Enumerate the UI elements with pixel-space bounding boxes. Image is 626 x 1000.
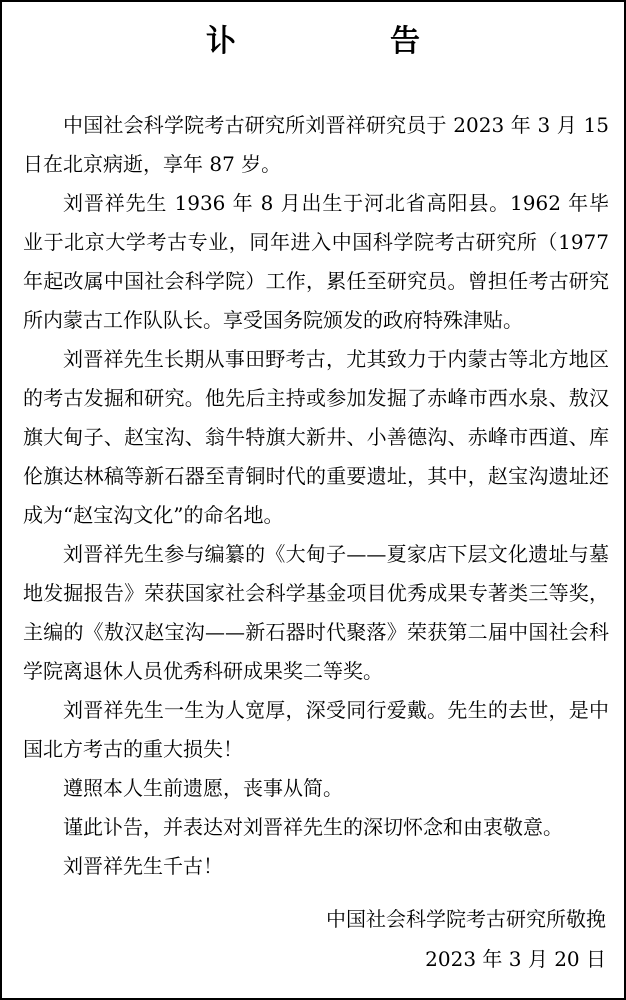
paragraph-publications: 刘晋祥先生参与编纂的《大甸子——夏家店下层文化遗址与墓地发掘报告》荣获国家社会科学基金项目优秀成果专著类三等奖，主编的《敖汉赵宝沟——新石器时代聚落》荣获第二届中国社会科学院离退休人员优秀科研成果奖二等奖。 xyxy=(23,542,609,683)
paragraph-death-announcement: 中国社会科学院考古研究所刘晋祥研究员于 2023 年 3 月 15 日在北京病逝，享年 87 岁。 xyxy=(23,113,609,176)
paragraph-farewell: 刘晋祥先生千古！ xyxy=(63,854,223,878)
notice-title: 讣 告 xyxy=(206,24,482,59)
signature-date: 2023 年 3 月 20 日 xyxy=(425,947,606,971)
paragraph-fieldwork: 刘晋祥先生长期从事田野考古，尤其致力于内蒙古等北方地区的考古发掘和研究。他先后主持或参加发掘了赤峰市西水泉、敖汉旗大甸子、赵宝沟、翁牛特旗大新井、小善德沟、赤峰市西道、库伦旗达林稿等新石器至青铜时代的重要遗址，其中，赵宝沟遗址还成为“赵宝沟文化”的命名地。 xyxy=(23,347,609,527)
notice-body xyxy=(23,106,609,886)
paragraph-funeral-wish: 遵照本人生前遗愿，丧事从简。 xyxy=(63,776,343,800)
paragraph-tribute: 刘晋祥先生一生为人宽厚，深受同行爱戴。先生的去世，是中国北方考古的重大损失！ xyxy=(23,698,609,761)
paragraph-biography: 刘晋祥先生 1936 年 8 月出生于河北省高阳县。1962 年毕业于北京大学考古专业，同年进入中国科学院考古研究所（1977 年起改属中国社会科学院）工作，累任至研究员。曾担任考古研究所内蒙古工作队队长。享受国务院颁发的政府特殊津贴。 xyxy=(23,191,609,332)
paragraph-condolence: 谨此讣告，并表达对刘晋祥先生的深切怀念和由衷敬意。 xyxy=(63,815,563,839)
signature-organization: 中国社会科学院考古研究所敬挽 xyxy=(326,907,606,931)
